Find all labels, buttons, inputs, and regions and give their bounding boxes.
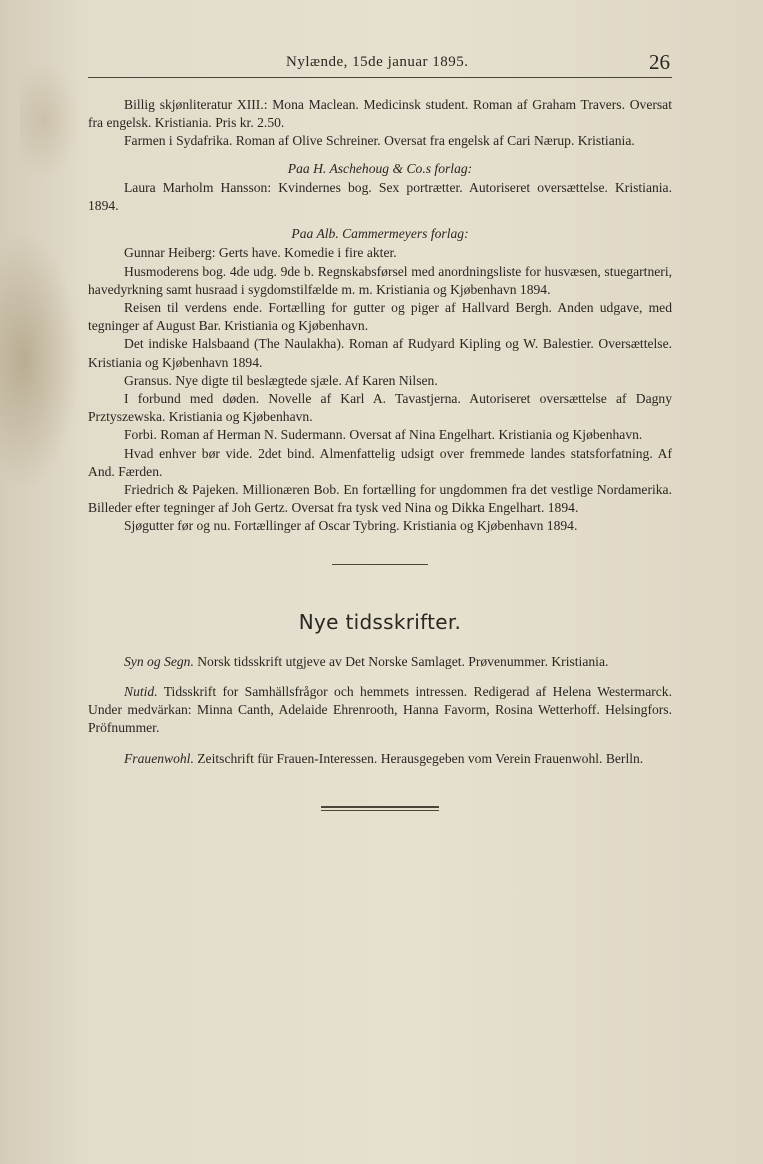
paper-stain <box>0 230 80 490</box>
book-entry: Husmoderens bog. 4de udg. 9de b. Regnskabsførsel med anordningsliste for husvæsen, stuegartneri, havedyrkning samt husraad i sygdomstilfælde m. m. Kristiania og Kjøbenhavn 1894. <box>88 263 672 297</box>
journal-text: Tidsskrift for Samhällsfrågor och hemmets intressen. Redigerad af Helena Westermarck. Under medvärkan: Minna Canth, Adelaide Ehrenrooth, Hanna Favorm, Rosina Wetterhoff. Helsingfors. Pröfnummer. <box>88 684 672 736</box>
end-rule <box>321 806 439 811</box>
header-rule <box>88 77 672 78</box>
book-entry: Friedrich & Pajeken. Millionæren Bob. En fortælling for ungdommen fra det vestlige Nordamerika. Billeder efter tegninger af Joh Gertz. Oversat fra tysk ved Nina og Dikka Engelhart. 1894. <box>88 482 672 516</box>
journal-entry <box>88 653 672 671</box>
journal-entry <box>88 750 672 768</box>
journal-text: Zeitschrift für Frauen-Interessen. Herausgegeben vom Verein Frauenwohl. Berlln. <box>193 750 644 766</box>
page-number: 26 <box>649 50 670 74</box>
running-title: Nylænde, 15de januar 1895. <box>286 54 469 70</box>
book-entry: Billig skjønliteratur XIII.: Mona Maclean. Medicinsk student. Roman af Graham Travers. Oversat fra engelsk. Kristiania. Pris kr. 2.50. <box>88 97 672 131</box>
section-title: Nye tidsskrifter. <box>298 609 462 634</box>
publisher-heading: Paa H. Aschehoug & Co.s forlag: <box>287 160 473 176</box>
book-entry: Farmen i Sydafrika. Roman af Olive Schreiner. Oversat fra engelsk af Cari Nærup. Kristiania. <box>124 133 635 149</box>
journal-entry <box>88 683 672 738</box>
publisher-heading: Paa Alb. Cammermeyers forlag: <box>291 226 469 242</box>
article-body <box>88 96 672 811</box>
journal-name: Nutid. <box>124 684 158 700</box>
book-entry: Det indiske Halsbaand (The Naulakha). Roman af Rudyard Kipling og W. Balestier. Oversættelse. Kristiania og Kjøbenhavn 1894. <box>88 336 672 370</box>
book-entry: Sjøgutter før og nu. Fortællinger af Oscar Tybring. Kristiania og Kjøbenhavn 1894. <box>124 518 578 534</box>
section-divider <box>332 564 428 565</box>
journal-name: Frauenwohl. <box>124 750 194 766</box>
book-entry: Gunnar Heiberg: Gerts have. Komedie i fire akter. <box>124 245 397 261</box>
journal-name: Syn og Segn. <box>124 653 194 669</box>
book-entry: Gransus. Nye digte til beslægtede sjæle. Af Karen Nilsen. <box>124 372 438 388</box>
book-entry: Laura Marholm Hansson: Kvindernes bog. Sex portrætter. Autoriseret oversættelse. Kristiania. 1894. <box>88 179 672 214</box>
journal-text: Norsk tidsskrift utgjeve av Det Norske Samlaget. Prøvenummer. Kristiania. <box>193 653 609 669</box>
book-entry: I forbund med døden. Novelle af Karl A. Tavastjerna. Autoriseret oversættelse af Dagny Prztyszewska. Kristiania og Kjøbenhavn. <box>88 391 672 425</box>
book-entry: Hvad enhver bør vide. 2det bind. Almenfattelig udsigt over fremmede landes statsforfatning. Af And. Færden. <box>88 445 672 479</box>
book-entry: Forbi. Roman af Herman N. Sudermann. Oversat af Nina Engelhart. Kristiania og Kjøbenhavn. <box>124 427 643 443</box>
book-entry: Reisen til verdens ende. Fortælling for gutter og piger af Hallvard Bergh. Anden udgave, med tegninger af August Bar. Kristiania og Kjøbenhavn. <box>88 300 672 334</box>
paper-stain <box>20 60 80 180</box>
page-header <box>88 50 672 80</box>
